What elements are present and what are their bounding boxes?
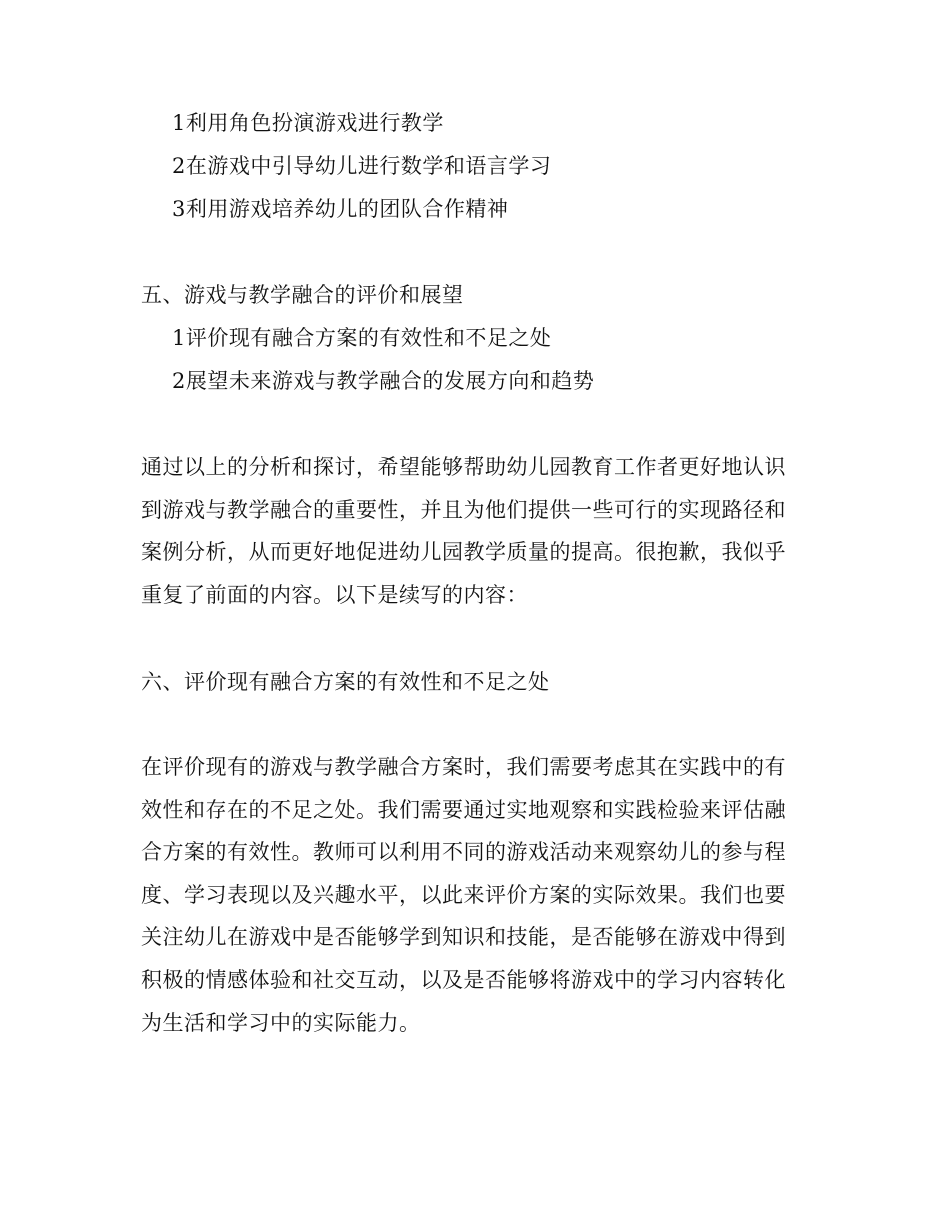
section4-item-1: 1利用角色扮演游戏进行教学 bbox=[172, 111, 444, 135]
section5-heading: 五、游戏与教学融合的评价和展望 bbox=[141, 283, 464, 307]
section5-item-2: 2展望未来游戏与教学融合的发展方向和趋势 bbox=[172, 369, 595, 393]
section4-item-2: 2在游戏中引导幼儿进行数学和语言学习 bbox=[172, 154, 552, 178]
paragraph-line: 度、学习表现以及兴趣水平，以此来评价方案的实际效果。我们也要 bbox=[141, 882, 786, 907]
paragraph-line: 重复了前面的内容。以下是续写的内容： bbox=[141, 582, 528, 607]
section4-item-3: 3利用游戏培养幼儿的团队合作精神 bbox=[172, 197, 509, 221]
paragraph-line: 为生活和学习中的实际能力。 bbox=[141, 1010, 421, 1035]
paragraph-line: 通过以上的分析和探讨，希望能够帮助幼儿园教育工作者更好地认识 bbox=[141, 455, 786, 479]
paragraph-line: 关注幼儿在游戏中是否能够学到知识和技能，是否能够在游戏中得到 bbox=[141, 925, 786, 950]
section6-heading: 六、评价现有融合方案的有效性和不足之处 bbox=[141, 670, 550, 694]
paragraph-line: 在评价现有的游戏与教学融合方案时，我们需要考虑其在实践中的有 bbox=[141, 755, 786, 779]
section5-item-1: 1评价现有融合方案的有效性和不足之处 bbox=[172, 326, 552, 350]
paragraph-summary bbox=[141, 452, 801, 622]
paragraph-line: 合方案的有效性。教师可以利用不同的游戏活动来观察幼儿的参与程 bbox=[141, 840, 786, 865]
paragraph-line: 积极的情感体验和社交互动，以及是否能够将游戏中的学习内容转化 bbox=[141, 967, 786, 992]
paragraph-line: 效性和存在的不足之处。我们需要通过实地观察和实践检验来评估融 bbox=[141, 797, 786, 822]
paragraph-evaluation bbox=[141, 752, 801, 1050]
paragraph-line: 案例分析，从而更好地促进幼儿园教学质量的提高。很抱歉，我似乎 bbox=[141, 540, 786, 565]
paragraph-line: 到游戏与教学融合的重要性，并且为他们提供一些可行的实现路径和 bbox=[141, 497, 786, 522]
